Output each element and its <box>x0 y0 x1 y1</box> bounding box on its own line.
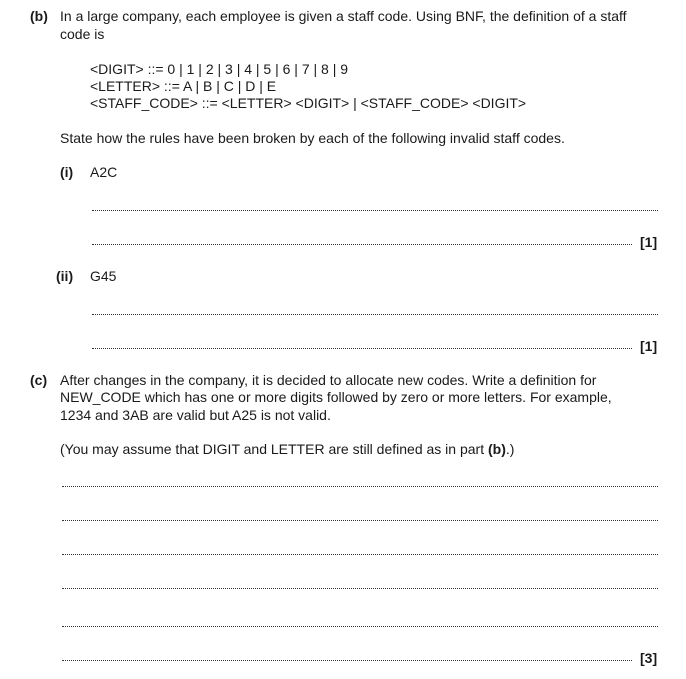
part-c-note-before: (You may assume that DIGIT and LETTER are still defined as in part <box>60 441 488 457</box>
answer-line-c-4[interactable] <box>62 588 658 589</box>
answer-line-c-5[interactable] <box>62 626 658 627</box>
bnf-letter-rule: <LETTER> ::= A | B | C | D | E <box>90 78 277 94</box>
part-b-instruction: State how the rules have been broken by each of the following invalid staff codes. <box>60 130 565 146</box>
sub-ii-marks: [1] <box>640 338 658 354</box>
part-c-note-bold: (b) <box>487 441 506 457</box>
sub-i-marks: [1] <box>640 234 658 250</box>
part-b-intro-line2: code is <box>60 26 105 42</box>
sub-ii-code: G45 <box>90 268 117 284</box>
part-c-line2: NEW_CODE which has one or more digits followed by zero or more letters. For example, <box>60 389 612 405</box>
answer-line-c-1[interactable] <box>62 486 658 487</box>
sub-i-label: (i) <box>60 164 74 180</box>
part-c-label: (c) <box>30 372 48 388</box>
part-b-intro-line1: In a large company, each employee is given a staff code. Using BNF, the definition of a staff <box>60 8 627 24</box>
answer-line-ii-2[interactable] <box>92 348 632 349</box>
sub-ii-label: (ii) <box>56 268 74 284</box>
sub-i-code: A2C <box>90 164 118 180</box>
part-c-marks: [3] <box>640 650 658 666</box>
answer-line-c-2[interactable] <box>62 520 658 521</box>
bnf-digit-rule: <DIGIT> ::= 0 | 1 | 2 | 3 | 4 | 5 | 6 | 7 | 8 | 9 <box>90 61 349 77</box>
part-c-note <box>60 441 514 458</box>
part-c-note-after: .) <box>505 441 515 457</box>
part-b-label: (b) <box>30 8 48 24</box>
answer-line-c-6[interactable] <box>62 660 632 661</box>
answer-line-c-3[interactable] <box>62 554 658 555</box>
answer-line-i-2[interactable] <box>92 244 632 245</box>
part-c-line3: 1234 and 3AB are valid but A25 is not valid. <box>60 407 331 423</box>
part-c-line1: After changes in the company, it is decided to allocate new codes. Write a definition for <box>60 372 597 388</box>
answer-line-ii-1[interactable] <box>92 314 658 315</box>
bnf-staff-code-rule: <STAFF_CODE> ::= <LETTER> <DIGIT> | <STAFF_CODE> <DIGIT> <box>90 95 527 111</box>
answer-line-i-1[interactable] <box>92 210 658 211</box>
